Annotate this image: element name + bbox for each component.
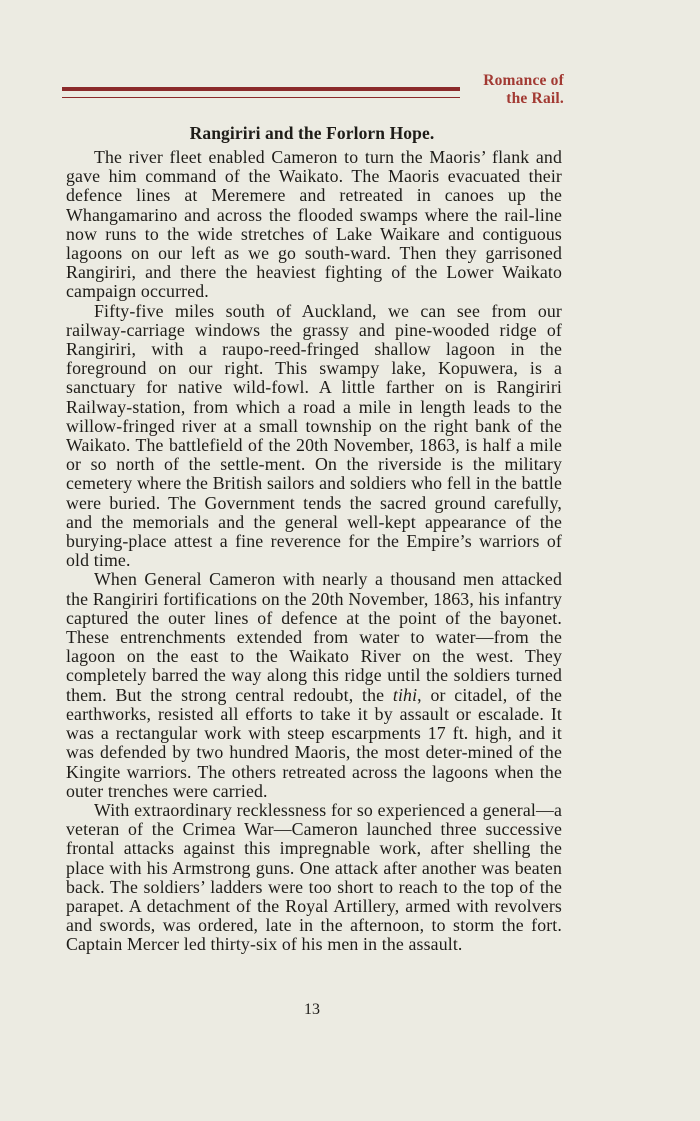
body-text (66, 148, 562, 955)
paragraph-4: With extraordinary recklessness for so experienced a general—a veteran of the Crimea War—Cameron launched three successive frontal attacks against this impregnable work, after shelling the place with his Armstrong guns. One attack after another was beaten back. The soldiers’ ladders were too short to reach to the top of the parapet. A detachment of the Royal Artillery, armed with revolvers and swords, was ordered, late in the afternoon, to storm the fort. Captain Mercer led thirty-six of his men in the assault. (66, 799, 562, 955)
paragraph-1: The river fleet enabled Cameron to turn the Maoris’ flank and gave him command of the Waikato. The Maoris evacuated their defence lines at Meremere and retreated in canoes up the Whangamarino and across the flooded swamps where the rail-line now runs to the wide stretches of Lake Waikare and contiguous lagoons on our left as we go south-ward. Then they garrisoned Rangiriri, and there the heaviest fighting of the Lower Waikato campaign occurred. (66, 147, 562, 302)
section-title: Rangiriri and the Forlorn Hope. (189, 123, 435, 143)
running-head-line2: the Rail. (506, 90, 564, 107)
page-number: 13 (304, 1001, 320, 1018)
paragraph-3-before: When General Cameron with nearly a thousand men attacked the Rangiriri fortifications on the 20th November, 1863, his infantry captured the outer lines of defence at the point of the bayonet. These entrenchments extended from water to water—from the lagoon on the east to the Waikato River on the west. They completely barred the way along this ridge until the soldiers turned them. But the strong central redoubt, the (66, 569, 562, 705)
paragraph-3-after: , or citadel, of the earthworks, resisted all efforts to take it by assault or escalade. It was a rectangular work with steep escarpments 17 ft. high, and it was defended by two hundred Maoris, the most deter-mined of the Kingite warriors. The others retreated across the lagoons when the outer trenches were carried. (66, 684, 562, 801)
paragraph-3-italic: tihi (392, 684, 418, 705)
running-head-line1: Romance of (483, 72, 564, 89)
header-rule-thin (62, 97, 460, 98)
header-rule-thick (62, 87, 460, 91)
paragraph-2: Fifty-five miles south of Auckland, we can see from our railway-carriage windows the grassy and pine-wooded ridge of Rangiriri, with a raupo-reed-fringed shallow lagoon in the foreground on our right. This swampy lake, Kopuwera, is a sanctuary for native wild-fowl. A little farther on is Rangiriri Railway-station, from which a road a mile in length leads to the willow-fringed river at a small township on the right bank of the Waikato. The battlefield of the 20th November, 1863, is half a mile or so north of the settle-ment. On the riverside is the military cemetery where the British sailors and soldiers who fell in the battle were buried. The Government tends the sacred ground carefully, and the memorials and the general well-kept appearance of the burying-place attest a fine reverence for the Empire’s warriors of old time. (66, 300, 562, 571)
running-head (483, 72, 564, 108)
paragraph-3 (66, 570, 562, 800)
